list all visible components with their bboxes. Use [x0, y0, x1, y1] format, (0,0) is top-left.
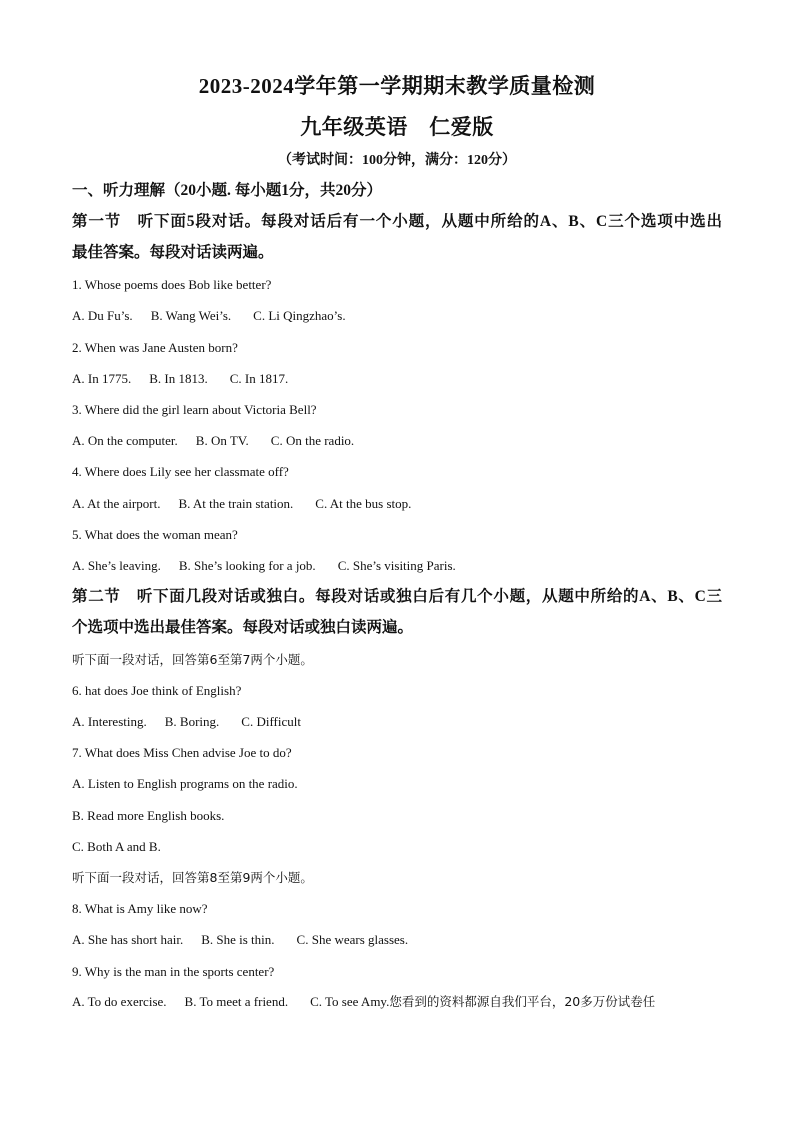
- option-a: A. Listen to English programs on the radio.: [72, 776, 298, 791]
- dialog-1-intro: 听下面一段对话，回答第6至第7两个小题。: [72, 652, 313, 667]
- option-b: B. On TV.: [195, 433, 249, 448]
- dialog-2-intro: 听下面一段对话，回答第8至第9两个小题。: [72, 870, 313, 885]
- option-c: C. She’s visiting Paris.: [337, 558, 456, 573]
- trailing-note: 您看到的资料都源自我们平台，20多万份试卷任: [389, 994, 656, 1009]
- exam-title: 2023-2024学年第一学期期末教学质量检测: [198, 74, 596, 98]
- part1-instruction: [72, 212, 722, 232]
- exam-subtitle: 九年级英语 仁爱版: [300, 115, 494, 139]
- part2-instruction-line1: 第二节 听下面几段对话或独白。每段对话或独白后有几个小题，从题中所给的A、B、C三: [72, 588, 722, 605]
- question-6-options: [72, 714, 301, 730]
- option-b: B. In 1813.: [149, 371, 208, 386]
- question-8: 8. What is Amy like now?: [72, 901, 208, 916]
- option-c: C. To see Amy.: [310, 994, 390, 1009]
- question-8-options: [72, 932, 408, 948]
- question-1-options: [72, 308, 346, 324]
- option-c: C. She wears glasses.: [296, 932, 409, 947]
- option-a: A. She’s leaving.: [72, 558, 161, 573]
- question-9: 9. Why is the man in the sports center?: [72, 964, 275, 979]
- option-a: A. On the computer.: [72, 433, 178, 448]
- option-a: A. Interesting.: [72, 714, 147, 729]
- option-c: C. Difficult: [241, 714, 301, 729]
- part1-instruction-line2: 最佳答案。每段对话读两遍。: [72, 244, 274, 261]
- option-b: B. To meet a friend.: [184, 994, 289, 1009]
- option-c: C. Li Qingzhao’s.: [253, 308, 346, 323]
- question-3-options: [72, 433, 354, 449]
- question-6: 6. hat does Joe think of English?: [72, 683, 242, 698]
- option-b: B. She is thin.: [201, 932, 275, 947]
- option-c: C. At the bus stop.: [315, 496, 412, 511]
- question-3: 3. Where did the girl learn about Victoria Bell?: [72, 402, 317, 417]
- part2-instruction-line2: 个选项中选出最佳答案。每段对话或独白读两遍。: [72, 619, 414, 636]
- question-4: 4. Where does Lily see her classmate off?: [72, 464, 289, 479]
- option-a: A. To do exercise.: [72, 994, 167, 1009]
- option-b: B. She’s looking for a job.: [178, 558, 316, 573]
- option-b: B. Read more English books.: [72, 808, 225, 823]
- option-c: C. Both A and B.: [72, 839, 161, 854]
- option-a: A. She has short hair.: [72, 932, 184, 947]
- part2-instruction: [72, 587, 722, 607]
- option-c: C. In 1817.: [229, 371, 289, 386]
- question-2: 2. When was Jane Austen born?: [72, 340, 238, 355]
- option-a: A. In 1775.: [72, 371, 132, 386]
- option-a: A. At the airport.: [72, 496, 161, 511]
- option-c: C. On the radio.: [270, 433, 355, 448]
- option-a: A. Du Fu’s.: [72, 308, 133, 323]
- option-b: B. At the train station.: [178, 496, 294, 511]
- question-4-options: [72, 496, 411, 512]
- part1-instruction-line1: 第一节 听下面5段对话。每段对话后有一个小题，从题中所给的A、B、C三个选项中选出: [72, 213, 722, 230]
- section-heading: 一、听力理解（20小题. 每小题1分，共20分）: [72, 182, 383, 199]
- question-7: 7. What does Miss Chen advise Joe to do?: [72, 745, 292, 760]
- question-1: 1. Whose poems does Bob like better?: [72, 277, 272, 292]
- question-5: 5. What does the woman mean?: [72, 527, 238, 542]
- exam-info: （考试时间：100分钟，满分：120分）: [278, 153, 516, 168]
- option-b: B. Wang Wei’s.: [150, 308, 232, 323]
- question-9-options: [72, 994, 655, 1010]
- option-b: B. Boring.: [164, 714, 220, 729]
- question-2-options: [72, 371, 288, 387]
- question-5-options: [72, 558, 456, 574]
